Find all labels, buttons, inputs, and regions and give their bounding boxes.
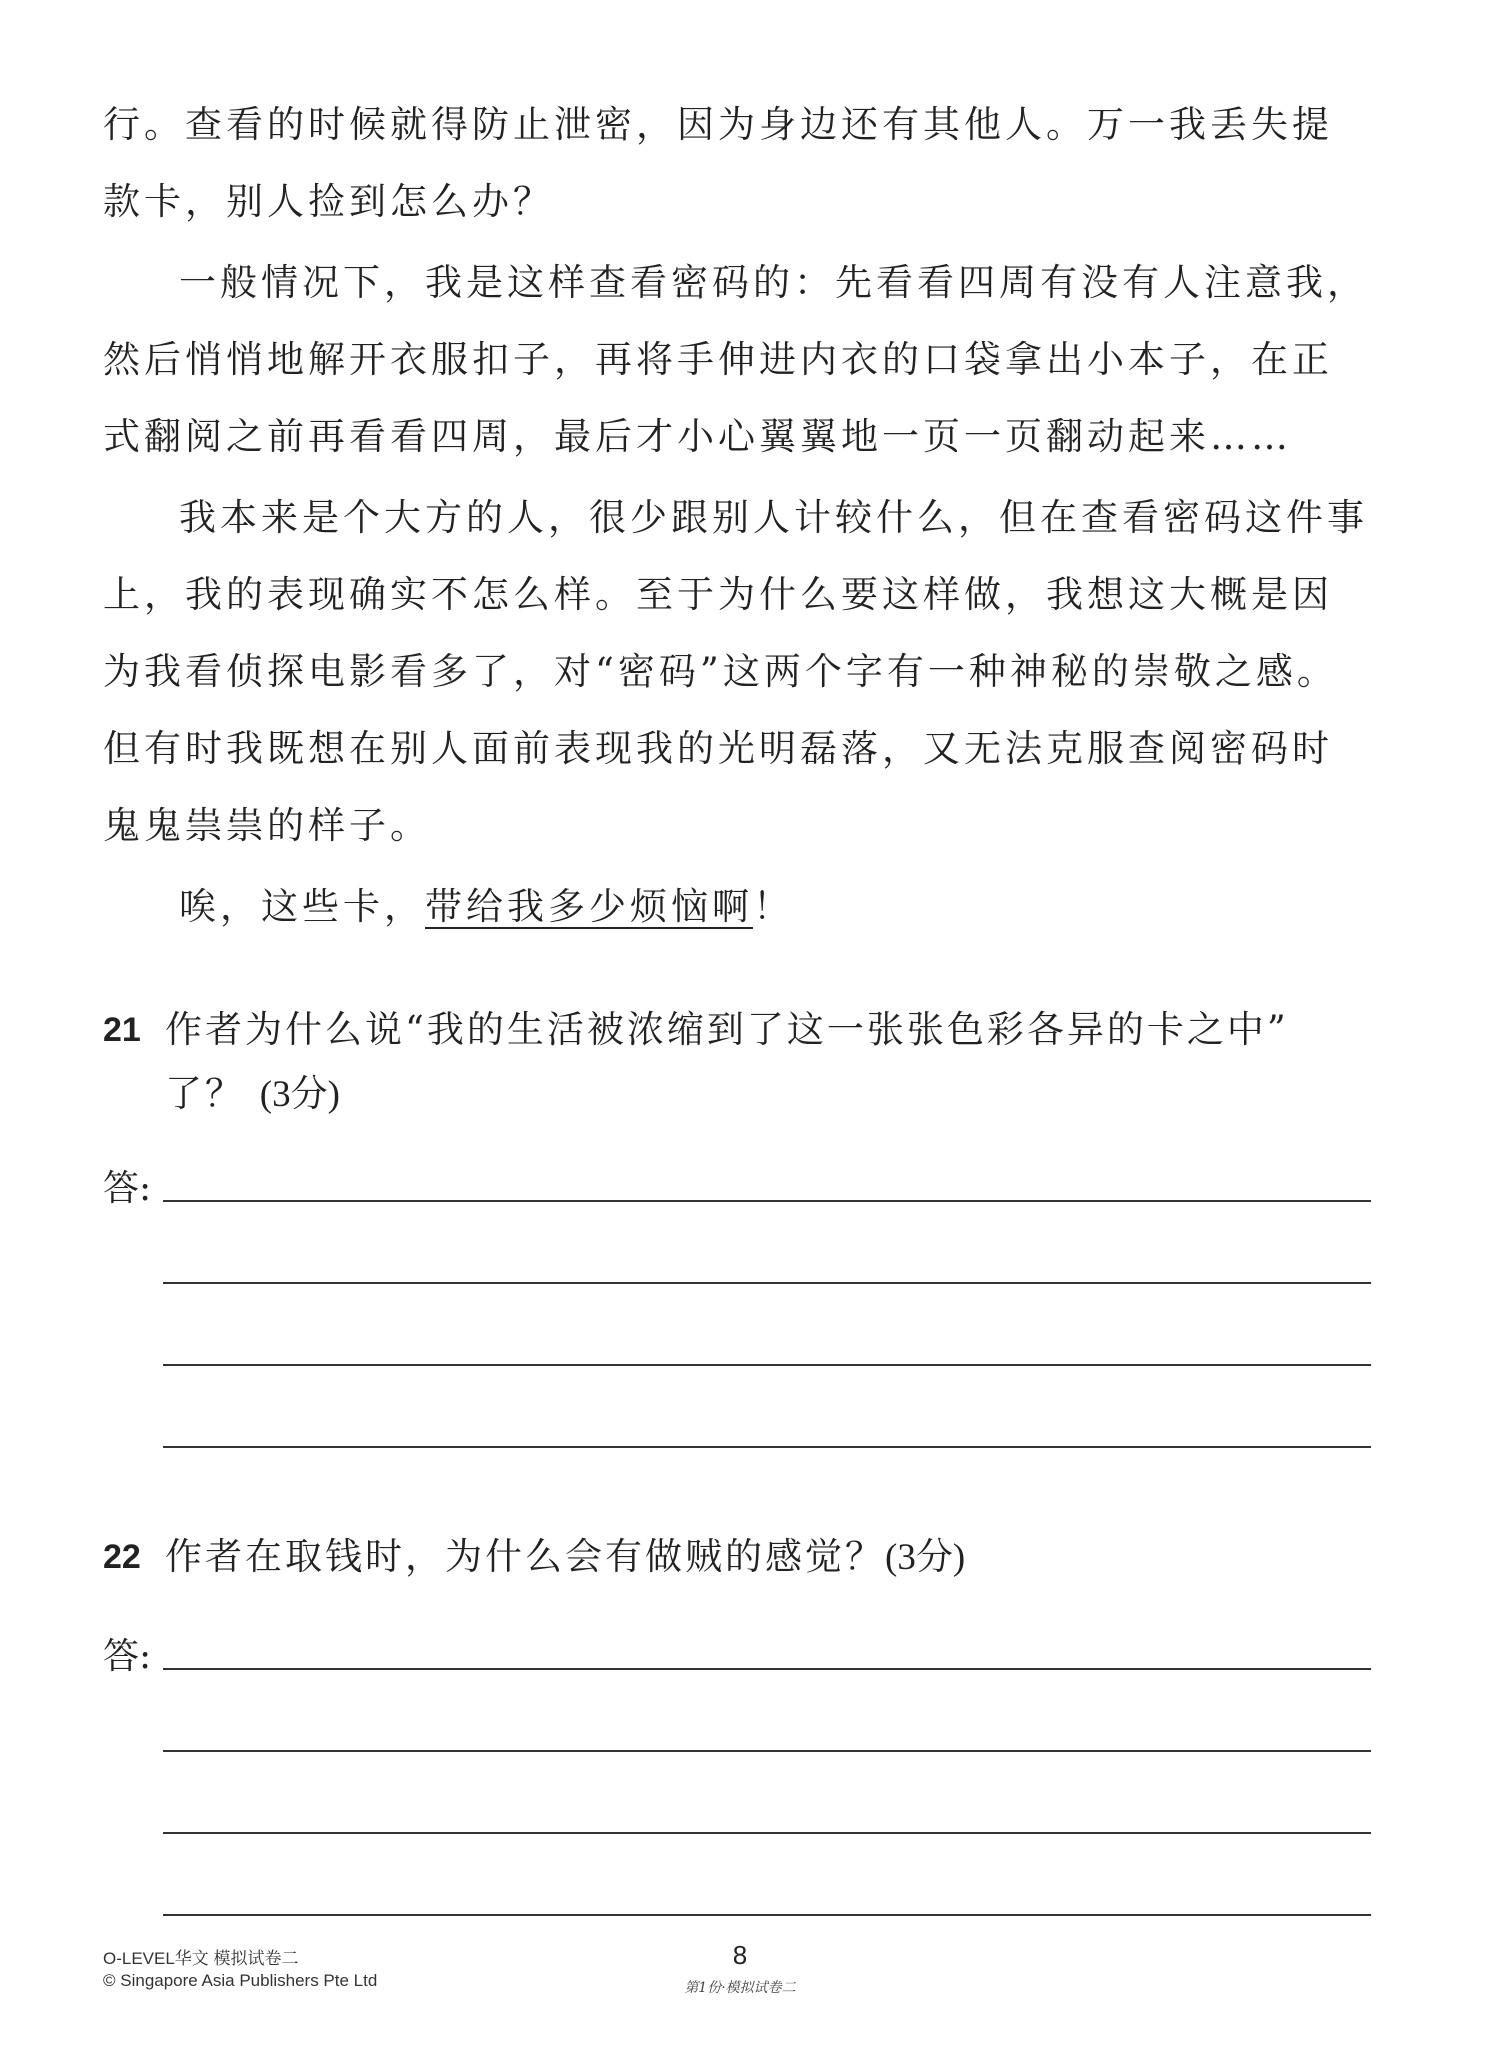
question-text: 作者在取钱时，为什么会有做贼的感觉？ (165, 1535, 885, 1578)
question-text-continuation: 了？ (165, 1072, 245, 1115)
answer-line-21-1[interactable] (163, 1200, 1371, 1202)
answer-line-21-2[interactable] (163, 1282, 1371, 1284)
passage-paragraph-1: 行。查看的时候就得防止泄密，因为身边还有其他人。万一我丢失提款卡，别人捡到怎么办？ (103, 103, 1333, 223)
question-text-line-2 (165, 1062, 1383, 1127)
question-21 (103, 998, 1383, 1127)
answer-label-21: 答: (103, 1168, 152, 1209)
question-marks: (3分) (885, 1537, 966, 1578)
question-text-line-1 (165, 1525, 1383, 1590)
question-number: 22 (103, 1538, 141, 1576)
footer-title: O-LEVEL华文 模拟试卷二 (103, 1949, 299, 1968)
footer-copyright: © Singapore Asia Publishers Pte Ltd (103, 1971, 378, 1990)
footer-sub-label: 第1份·模拟试卷二 (684, 1980, 796, 1996)
passage-paragraph-3: 我本来是个大方的人，很少跟别人计较什么，但在查看密码这件事上，我的表现确实不怎么样。至于为什么要这样做，我想这大概是因为我看侦探电影看多了，对“密码”这两个字有一种神秘的崇敬之感。但有时我既想在别人面前表现我的光明磊落，又无法克服查阅密码时鬼鬼祟祟的样子。 (103, 496, 1368, 847)
question-number: 21 (103, 1011, 141, 1049)
passage-p4-end: ！ (753, 885, 794, 928)
answer-line-22-4[interactable] (163, 1914, 1371, 1916)
answer-line-22-3[interactable] (163, 1832, 1371, 1834)
question-marks: (3分) (259, 1074, 340, 1115)
passage-p4-start: 唉，这些卡， (179, 885, 425, 928)
answer-line-22-1[interactable] (163, 1668, 1371, 1670)
passage-paragraph-4 (103, 868, 1371, 945)
answer-line-21-4[interactable] (163, 1446, 1371, 1448)
answer-line-21-3[interactable] (163, 1364, 1371, 1366)
page-number: 8 (732, 1940, 748, 1970)
answer-label-22: 答: (103, 1636, 152, 1677)
answer-line-22-2[interactable] (163, 1750, 1371, 1752)
passage-paragraph-2: 一般情况下，我是这样查看密码的：先看看四周有没有人注意我，然后悄悄地解开衣服扣子，再将手伸进内衣的口袋拿出小本子，在正式翻阅之前再看看四周，最后才小心翼翼地一页一页翻动起来…… (103, 261, 1368, 458)
reading-passage (103, 86, 1371, 949)
underlined-phrase: 带给我多少烦恼啊 (425, 885, 753, 928)
footer-publisher (103, 1948, 377, 1992)
question-22 (103, 1525, 1383, 1590)
question-text-line-1: 作者为什么说“我的生活被浓缩到了这一张张色彩各异的卡之中” (165, 1008, 1289, 1051)
